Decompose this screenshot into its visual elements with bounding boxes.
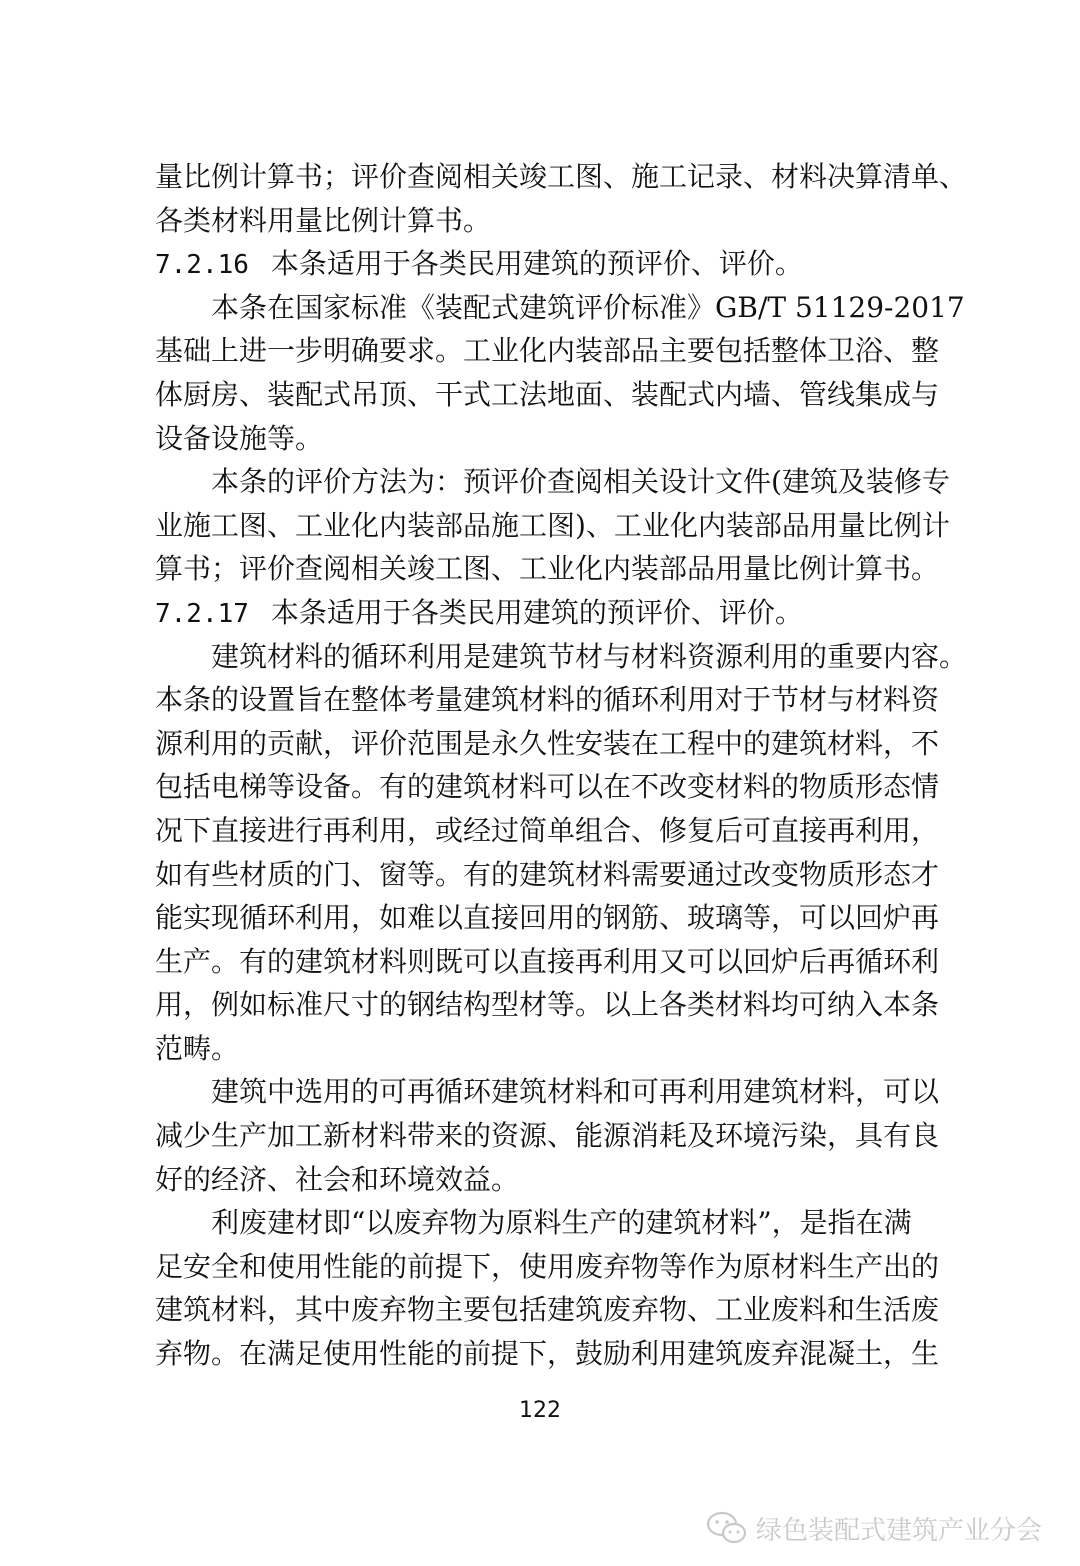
text-line: 量比例计算书；评价查阅相关竣工图、施工记录、材料决算清单、 bbox=[155, 160, 968, 193]
paragraph bbox=[155, 155, 968, 242]
text-line: 况下直接进行再利用，或经过简单组合、修复后可直接再利用， bbox=[155, 813, 940, 847]
text-line: 用，例如标准尺寸的钢结构型材等。以上各类材料均可纳入本条 bbox=[155, 988, 940, 1022]
text-line: 本条在国家标准《装配式建筑评价标准》GB/T 51129-2017 bbox=[211, 290, 965, 324]
section-heading-7-2-16 bbox=[155, 242, 960, 286]
text-line: 各类材料用量比例计算书。 bbox=[155, 203, 492, 237]
section-number: 7.2.16 bbox=[155, 250, 249, 281]
text-line: 能实现循环利用，如难以直接回用的钢筋、玻璃等，可以回炉再 bbox=[155, 901, 940, 935]
watermark bbox=[706, 1506, 1042, 1550]
text-line: 足安全和使用性能的前提下，使用废弃物等作为原材料生产出的 bbox=[155, 1249, 940, 1283]
text-line: 算书；评价查阅相关竣工图、工业化内装部品用量比例计算书。 bbox=[155, 552, 940, 586]
watermark-text: 绿色装配式建筑产业分会 bbox=[756, 1515, 1043, 1546]
page-body bbox=[155, 155, 968, 1376]
section-text: 本条适用于各类民用建筑的预评价、评价。 bbox=[270, 247, 803, 281]
section-number: 7.2.17 bbox=[155, 598, 249, 629]
text-line: 包括电梯等设备。有的建筑材料可以在不改变材料的物质形态情 bbox=[155, 770, 940, 804]
text-line: 建筑中选用的可再循环建筑材料和可再利用建筑材料，可以 bbox=[211, 1075, 940, 1109]
paragraph bbox=[155, 635, 968, 1071]
text-line: 如有些材质的门、窗等。有的建筑材料需要通过改变物质形态才 bbox=[155, 857, 940, 891]
text-line: 设备设施等。 bbox=[155, 421, 324, 455]
text-line: 本条的设置旨在整体考量建筑材料的循环利用对于节材与材料资 bbox=[155, 683, 940, 717]
paragraph bbox=[155, 1201, 960, 1375]
paragraph bbox=[155, 286, 965, 460]
text-line: 生产。有的建筑材料则既可以直接再利用又可以回炉后再循环利 bbox=[155, 944, 940, 978]
text-line: 好的经济、社会和环境效益。 bbox=[155, 1162, 520, 1196]
text-line: 业施工图、工业化内装部品施工图)、工业化内装部品用量比例计 bbox=[155, 508, 950, 542]
paragraph bbox=[155, 1070, 960, 1201]
text-line bbox=[155, 591, 960, 635]
text-line: 范畴。 bbox=[155, 1031, 240, 1065]
text-line: 体厨房、装配式吊顶、干式工法地面、装配式内墙、管线集成与 bbox=[155, 377, 940, 411]
section-text: 本条适用于各类民用建筑的预评价、评价。 bbox=[270, 595, 803, 629]
text-line: 本条的评价方法为：预评价查阅相关设计文件(建筑及装修专 bbox=[211, 465, 950, 499]
text-line: 源利用的贡献，评价范围是永久性安装在工程中的建筑材料，不 bbox=[155, 726, 940, 760]
text-line: 建筑材料，其中废弃物主要包括建筑废弃物、工业废料和生活废 bbox=[155, 1293, 940, 1327]
section-heading-7-2-17 bbox=[155, 591, 960, 635]
wechat-icon bbox=[706, 1510, 748, 1546]
text-line: 减少生产加工新材料带来的资源、能源消耗及环境污染，具有良 bbox=[155, 1119, 940, 1153]
text-line: 弃物。在满足使用性能的前提下，鼓励利用建筑废弃混凝土，生 bbox=[155, 1337, 940, 1371]
text-line bbox=[155, 242, 960, 286]
page-number: 122 bbox=[519, 1398, 561, 1423]
text-line: 利废建材即“以废弃物为原料生产的建筑材料”，是指在满 bbox=[211, 1206, 912, 1240]
text-line: 基础上进一步明确要求。工业化内装部品主要包括整体卫浴、整 bbox=[155, 334, 940, 368]
paragraph bbox=[155, 460, 960, 591]
text-line: 建筑材料的循环利用是建筑节材与材料资源利用的重要内容。 bbox=[211, 639, 968, 673]
